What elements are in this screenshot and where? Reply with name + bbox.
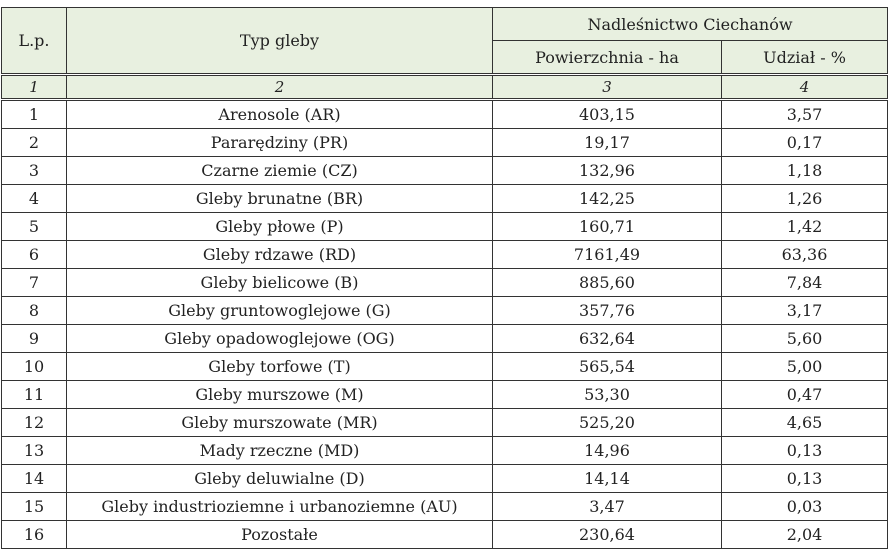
cell-lp: 2 [2, 129, 67, 157]
cell-lp: 14 [2, 465, 67, 493]
cell-lp: 3 [2, 157, 67, 185]
header-lp: L.p. [2, 8, 67, 75]
table-row [2, 100, 888, 129]
cell-area: 885,60 [493, 269, 722, 297]
index-cell: 3 [493, 75, 722, 100]
cell-lp: 8 [2, 297, 67, 325]
cell-soil-type: Gleby płowe (P) [67, 213, 493, 241]
cell-share: 4,65 [722, 409, 888, 437]
cell-soil-type: Gleby rdzawe (RD) [67, 241, 493, 269]
cell-share: 1,42 [722, 213, 888, 241]
cell-lp: 4 [2, 185, 67, 213]
cell-soil-type: Gleby bielicowe (B) [67, 269, 493, 297]
cell-share: 5,00 [722, 353, 888, 381]
cell-soil-type: Gleby brunatne (BR) [67, 185, 493, 213]
cell-lp: 5 [2, 213, 67, 241]
cell-share: 7,84 [722, 269, 888, 297]
table-row [2, 325, 888, 353]
cell-area: 3,47 [493, 493, 722, 521]
cell-lp: 6 [2, 241, 67, 269]
cell-lp: 7 [2, 269, 67, 297]
cell-soil-type: Gleby murszowate (MR) [67, 409, 493, 437]
header-row-top [2, 8, 888, 41]
cell-soil-type: Pararędziny (PR) [67, 129, 493, 157]
cell-share: 1,18 [722, 157, 888, 185]
index-cell: 1 [2, 75, 67, 100]
cell-area: 132,96 [493, 157, 722, 185]
table-row [2, 269, 888, 297]
header-share: Udział - % [722, 41, 888, 75]
table-row [2, 493, 888, 521]
cell-area: 53,30 [493, 381, 722, 409]
table-row [2, 409, 888, 437]
table-row [2, 241, 888, 269]
cell-area: 19,17 [493, 129, 722, 157]
cell-area: 160,71 [493, 213, 722, 241]
cell-area: 14,14 [493, 465, 722, 493]
cell-soil-type: Mady rzeczne (MD) [67, 437, 493, 465]
header-area: Powierzchnia - ha [493, 41, 722, 75]
cell-lp: 9 [2, 325, 67, 353]
cell-lp: 12 [2, 409, 67, 437]
cell-share: 0,17 [722, 129, 888, 157]
cell-soil-type: Gleby torfowe (T) [67, 353, 493, 381]
cell-share: 2,04 [722, 521, 888, 549]
cell-area: 357,76 [493, 297, 722, 325]
cell-lp: 10 [2, 353, 67, 381]
cell-share: 1,26 [722, 185, 888, 213]
header-soil-type: Typ gleby [67, 8, 493, 75]
cell-share: 0,13 [722, 437, 888, 465]
cell-share: 0,13 [722, 465, 888, 493]
soil-types-table [1, 7, 888, 549]
table-row [2, 521, 888, 549]
cell-area: 230,64 [493, 521, 722, 549]
cell-lp: 11 [2, 381, 67, 409]
cell-soil-type: Gleby opadowoglejowe (OG) [67, 325, 493, 353]
index-cell: 4 [722, 75, 888, 100]
table-row [2, 465, 888, 493]
cell-lp: 15 [2, 493, 67, 521]
table-row [2, 297, 888, 325]
table-row [2, 185, 888, 213]
table-row [2, 381, 888, 409]
table-row [2, 353, 888, 381]
table-row [2, 157, 888, 185]
table-row [2, 213, 888, 241]
cell-share: 5,60 [722, 325, 888, 353]
cell-soil-type: Arenosole (AR) [67, 100, 493, 129]
cell-area: 403,15 [493, 100, 722, 129]
cell-soil-type: Gleby industrioziemne i urbanoziemne (AU) [67, 493, 493, 521]
table-header [2, 8, 888, 75]
cell-share: 0,47 [722, 381, 888, 409]
cell-soil-type: Gleby deluwialne (D) [67, 465, 493, 493]
cell-share: 0,03 [722, 493, 888, 521]
cell-lp: 13 [2, 437, 67, 465]
cell-area: 142,25 [493, 185, 722, 213]
cell-area: 7161,49 [493, 241, 722, 269]
cell-soil-type: Gleby murszowe (M) [67, 381, 493, 409]
index-cell: 2 [67, 75, 493, 100]
cell-lp: 16 [2, 521, 67, 549]
cell-share: 63,36 [722, 241, 888, 269]
cell-area: 525,20 [493, 409, 722, 437]
header-forest-district: Nadleśnictwo Ciechanów [493, 8, 888, 41]
table-row [2, 129, 888, 157]
cell-area: 632,64 [493, 325, 722, 353]
column-index-row [2, 75, 888, 100]
cell-share: 3,17 [722, 297, 888, 325]
cell-lp: 1 [2, 100, 67, 129]
cell-soil-type: Pozostałe [67, 521, 493, 549]
table-row [2, 437, 888, 465]
cell-soil-type: Gleby gruntowoglejowe (G) [67, 297, 493, 325]
cell-soil-type: Czarne ziemie (CZ) [67, 157, 493, 185]
table-body [2, 75, 888, 549]
cell-area: 565,54 [493, 353, 722, 381]
cell-area: 14,96 [493, 437, 722, 465]
cell-share: 3,57 [722, 100, 888, 129]
